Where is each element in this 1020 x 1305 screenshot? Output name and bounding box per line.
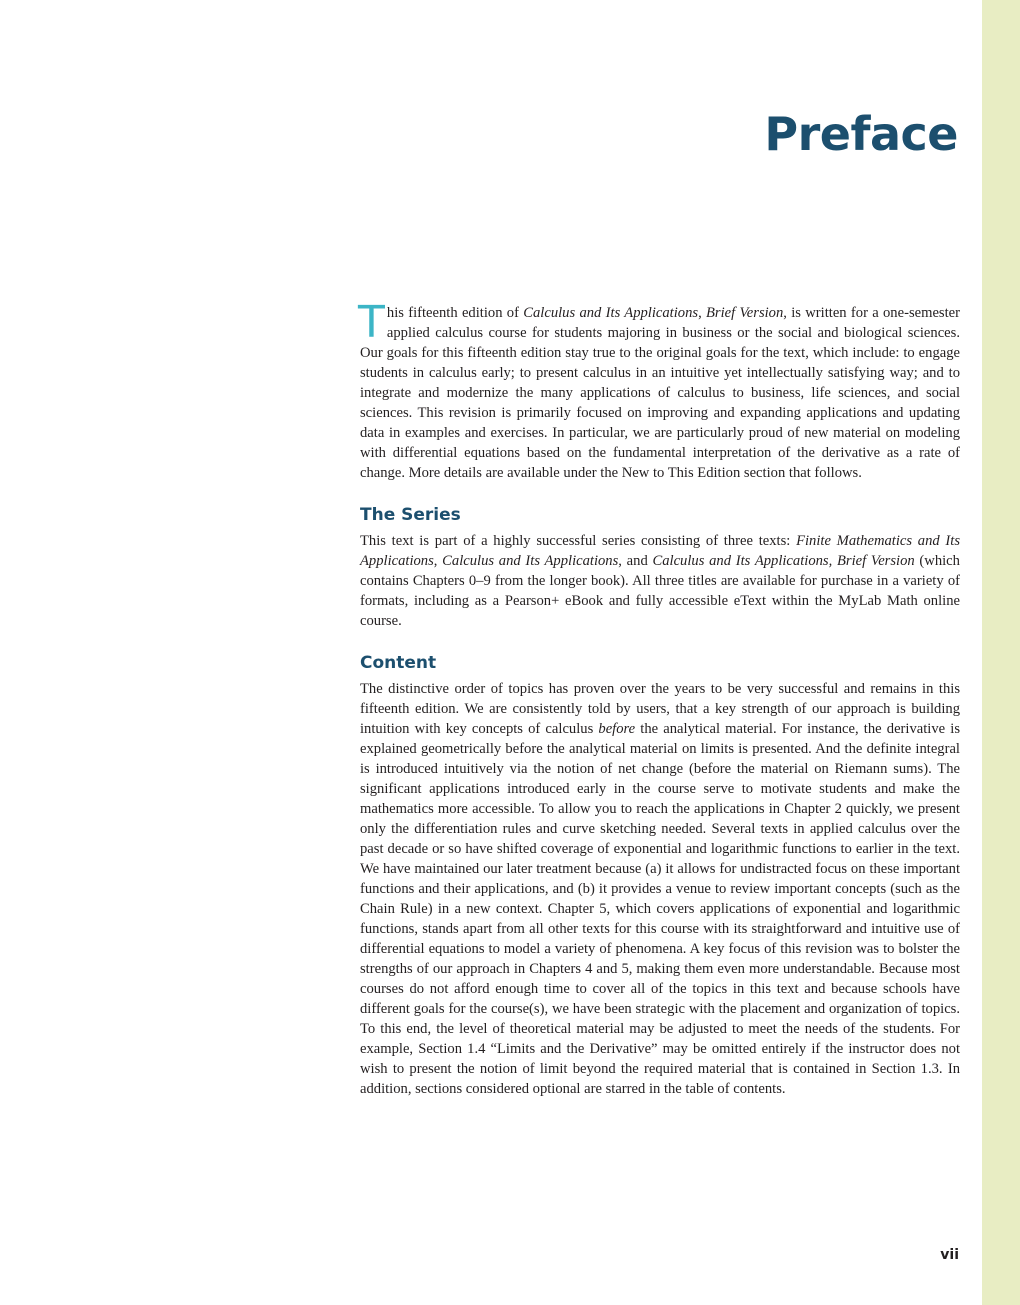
content-text-1: The distinctive order of topics has proven over the years to be very successful and remains in this fifteenth edition. We are consistently told by users, that a key strength of our approach is building intuition with key concepts of calculus — [360, 681, 960, 737]
intro-paragraph — [358, 297, 960, 483]
content-text-2: the analytical material. For instance, the derivative is explained geometrically before the analytical material on limits is presented. And the definite integral is introduced intuitively via the notion of net change (before the material on Riemann sums). The significant applications introduced early in the course serve to motivate students and make the mathematics more accessible. To allow you to reach the applications in Chapter 2 quickly, we present only the differentiation rules and curve sketching needed. Several texts in applied calculus over the past decade or so have shifted coverage of exponential and logarithmic functions to earlier in the text. We have maintained our later treatment because (a) it allows for undistracted focus on these important functions and their applications, and (b) it provides a venue to review important concepts (such as the Chain Rule) in a new context. Chapter 5, which covers applications of exponential and logarithmic functions, stands apart from all other texts for this course with its straightforward and intuitive use of differential equations to model a variety of phenomena. A key focus of this revision was to bolster the strengths of our approach in Chapters 4 and 5, making them even more understandable. Because most courses do not afford enough time to cover all of the topics in this text and because schools have different goals for the course(s), we have been strategic with the placement and organization of topics. To this end, the level of theoretical material may be adjusted to meet the needs of the students. For example, Section 1.4 “Limits and the Derivative” may be omitted entirely if the instructor does not wish to present the notion of limit beyond the required material that is contained in Section 1.3. In addition, sections considered optional are starred in the table of contents. — [360, 721, 960, 1097]
series-title-1: Finite Mathematics and Its Applications — [360, 533, 961, 569]
series-text-4: (which contains Chapters 0–9 from the longer book). All three titles are available for purchase in a variety of formats, including as a Pearson+ eBook and fully accessible eText within the MyLab Math online course. — [360, 553, 960, 629]
page-title: Preface — [764, 107, 958, 161]
book-title: Calculus and Its Applications — [523, 305, 699, 321]
intro-text-2: , — [698, 305, 707, 321]
section-heading-content: Content — [360, 653, 437, 673]
preface-body — [358, 297, 961, 1099]
drop-cap: T — [358, 297, 385, 348]
page-number: vii — [940, 1247, 959, 1263]
series-title-2: Calculus and Its Applications — [442, 553, 619, 569]
side-color-band — [982, 0, 1020, 1305]
section-heading-series: The Series — [360, 505, 461, 525]
series-paragraph — [360, 531, 960, 631]
series-title-3: Calculus and Its Applications, Brief Version — [652, 553, 915, 569]
intro-text-1: his fifteenth edition of — [386, 305, 524, 321]
intro-text-3: , is written for a one-semester applied calculus course for students majoring in business or the social and biological sciences. Our goals for this fifteenth edition stay true to the original goals for the text, which include: to engage students in calculus early; to present calculus in an intuitive yet intellectually satisfying way; and to integrate and modernize the many applications of calculus to business, life sciences, and social sciences. This revision is primarily focused on improving and expanding applications and updating data in examples and exercises. In particular, we are particularly proud of new material on modeling with differential equations based on the fundamental interpretation of the derivative as a rate of change. More details are available under the New to This Edition section that follows. — [360, 305, 960, 481]
book-subtitle: Brief Version — [706, 305, 784, 321]
content-paragraph — [360, 679, 960, 1099]
content-emphasis: before — [598, 721, 636, 737]
series-text-3: , and — [618, 553, 653, 569]
series-text-1: This text is part of a highly successful series consisting of three texts: — [360, 533, 797, 549]
series-text-2: , — [433, 553, 443, 569]
